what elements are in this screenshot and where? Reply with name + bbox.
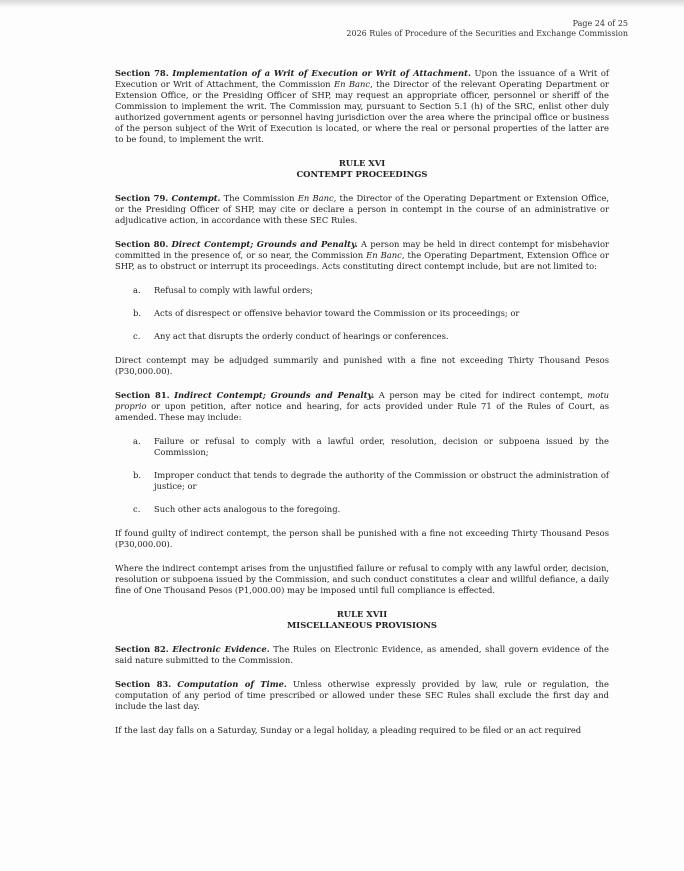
list-text: Acts of disrespect or offensive behavior toward the Commission or its proceedings; or <box>154 308 520 318</box>
section-number: Section 82. <box>115 644 169 654</box>
list-item <box>115 436 609 458</box>
section-number: Section 78. <box>115 68 169 78</box>
rule-title: MISCELLANEOUS PROVISIONS <box>287 620 437 630</box>
list-marker: a. <box>133 285 141 295</box>
section-text: A person may be held in direct contempt for misbehavior committed in the presence of, or so near, the Commission <box>115 239 609 260</box>
section-number: Section 79. <box>115 193 169 203</box>
section-title: Direct Contempt; Grounds and Penalty. <box>171 239 358 249</box>
section-text: Upon the issuance of a Writ of Execution or Writ of Attachment, the Commission <box>115 68 609 89</box>
direct-contempt-list <box>115 285 609 342</box>
section-83-continuation: If the last day falls on a Saturday, Sunday or a legal holiday, a pleading required to be filed or an act required <box>115 725 582 735</box>
list-marker: b. <box>133 308 142 318</box>
rule-title: CONTEMPT PROCEEDINGS <box>296 169 428 179</box>
section-79 <box>115 193 609 226</box>
section-number: Section 81. <box>115 390 170 400</box>
list-marker: c. <box>133 331 141 341</box>
list-item <box>115 331 609 342</box>
list-item <box>115 504 609 515</box>
list-item <box>115 470 609 492</box>
list-text: Improper conduct that tends to degrade the authority of the Commission or obstruct the administration of justice; or <box>154 470 609 491</box>
list-text: Refusal to comply with lawful orders; <box>154 285 313 295</box>
section-80 <box>115 239 609 272</box>
section-text: The Rules on Electronic Evidence, as amended, shall govern evidence of the said nature submitted to the Commission. <box>115 644 609 665</box>
section-text: The Commission <box>220 193 298 203</box>
list-text: Any act that disrupts the orderly conduct of hearings or conferences. <box>154 331 449 341</box>
section-number: Section 80. <box>115 239 169 249</box>
rule-label: RULE XVI <box>338 158 386 168</box>
page-body <box>115 68 609 749</box>
list-text: Such other acts analogous to the foregoing. <box>154 504 341 514</box>
section-text: Unless otherwise expressly provided by law, rule or regulation, the computation of any period of time prescribed or allowed under these SEC Rules shall exclude the first day and include the last day. <box>115 679 610 711</box>
rule-xvii-heading <box>115 609 609 631</box>
list-item <box>115 308 609 319</box>
rule-label: RULE XVII <box>336 609 388 619</box>
en-banc-term: En Banc <box>333 79 371 89</box>
section-text: , the Director of the relevant Operating Department or Extension Office, or the Presiding Officer of SHP, may request an appropriate officer, personnel or sheriff of the Commission to implement the writ. The Commission may, pursuant to Section 5.1 (h) of the SRC, enlist other duly authorized government agents or personnel having jurisdiction over the area where the principal office or business of the person subject of the Writ of Execution is located, or where the real or personal properties of the latter are to be found, to implement the writ. <box>115 79 609 144</box>
list-text: Failure or refusal to comply with a lawful order, resolution, decision or subpoena issued by the Commission; <box>154 436 609 457</box>
en-banc-term: En Banc <box>366 250 402 260</box>
section-81 <box>115 390 609 423</box>
scan-shadow <box>0 0 684 8</box>
section-83 <box>115 679 609 712</box>
section-82 <box>115 644 609 666</box>
section-text: A person may be cited for indirect contempt, <box>374 390 588 400</box>
list-item <box>115 285 609 296</box>
list-marker: c. <box>133 504 141 514</box>
section-text: , the Director of the Operating Department or Extension Office, or the Presiding Officer of SHP, may cite or declare a person in contempt in the course of an administrative or adjudicative action, in accordance with these SEC Rules. <box>115 193 610 225</box>
section-title: Computation of Time. <box>177 679 287 689</box>
direct-contempt-penalty: Direct contempt may be adjudged summarily and punished with a fine not exceeding Thirty Thousand Pesos (P30,000.00). <box>115 355 609 376</box>
indirect-contempt-list <box>115 436 609 515</box>
section-78 <box>115 68 609 145</box>
page-header <box>346 19 628 39</box>
document-title: 2026 Rules of Procedure of the Securities and Exchange Commission <box>346 29 628 38</box>
rule-xvi-heading <box>115 158 609 180</box>
section-title: Indirect Contempt; Grounds and Penalty. <box>174 390 375 400</box>
page-number: Page 24 of 25 <box>572 19 628 28</box>
list-marker: a. <box>133 436 141 446</box>
en-banc-term: En Banc <box>297 193 334 203</box>
indirect-contempt-penalty: If found guilty of indirect contempt, the person shall be punished with a fine not exceeding Thirty Thousand Pesos (P30,000.00). <box>115 528 609 549</box>
motu-proprio-term: motu proprio <box>115 390 609 411</box>
section-title: Contempt. <box>171 193 221 203</box>
daily-fine-paragraph: Where the indirect contempt arises from the unjustified failure or refusal to comply with any lawful order, decision, resolution or subpoena issued by the Commission, and such conduct constitutes a clear and willful defiance, a daily fine of One Thousand Pesos (P1,000.00) may be imposed until full compliance is effected. <box>115 563 609 595</box>
section-text: or upon petition, after notice and hearing, for acts provided under Rule 71 of the Rules of Court, as amended. These may include: <box>115 401 609 422</box>
section-title: Implementation of a Writ of Execution or Writ of Attachment. <box>172 68 471 78</box>
section-title: Electronic Evidence. <box>172 644 270 654</box>
section-number: Section 83. <box>115 679 172 689</box>
list-marker: b. <box>133 470 142 480</box>
section-text: , the Operating Department, Extension Office or SHP, as to obstruct or interrupt its proceedings. Acts constituting direct contempt include, but are not limited to: <box>115 250 609 271</box>
